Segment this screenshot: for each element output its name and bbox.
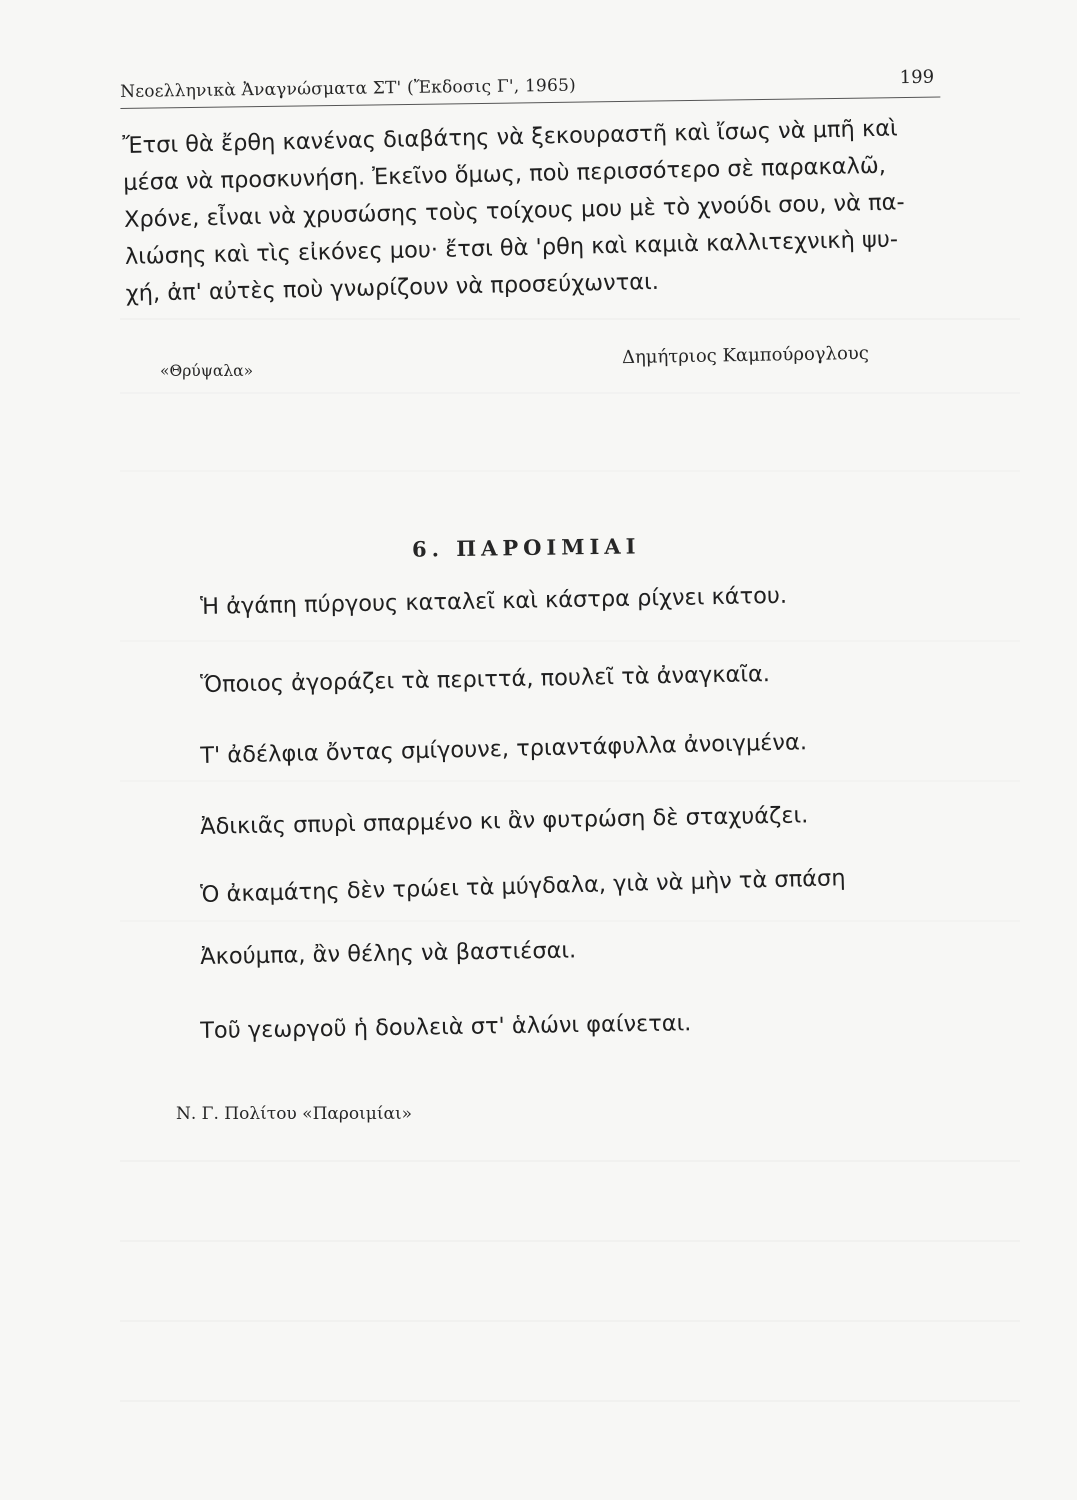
proverb: Ἀκούμπα, ἂν θέλης νὰ βαστιέσαι. bbox=[200, 937, 577, 970]
passage-source: «Θρύψαλα» bbox=[160, 362, 254, 380]
passage-line: μέσα νὰ προσκυνήση. Ἐκεῖνο ὅμως, ποὺ περισσότερο σὲ παρακαλῶ, bbox=[122, 152, 887, 196]
passage-line: Ἔτσι θὰ ἔρθη κανένας διαβάτης νὰ ξεκουραστῆ καὶ ἴσως νὰ μπῆ καὶ bbox=[122, 115, 898, 159]
bleed-through-texture bbox=[120, 1160, 1020, 1162]
passage-line: χή, ἀπ' αὐτὲς ποὺ γνωρίζουν νὰ προσεύχωνται. bbox=[125, 268, 660, 307]
proverb: Τ' ἀδέλφια ὄντας σμίγουνε, τριαντάφυλλα ἀνοιγμένα. bbox=[200, 729, 808, 769]
bleed-through-texture bbox=[120, 1320, 1020, 1322]
bleed-through-texture bbox=[120, 1400, 1020, 1402]
running-header bbox=[120, 67, 940, 109]
proverb: Ὅποιος ἀγοράζει τὰ περιττά, πουλεῖ τὰ ἀναγκαῖα. bbox=[200, 661, 771, 698]
section-title: 6. ΠΑΡΟΙΜΙΑΙ bbox=[411, 533, 641, 562]
proverb: Ἡ ἀγάπη πύργους καταλεῖ καὶ κάστρα ρίχνει κάτου. bbox=[200, 582, 788, 620]
proverb: Ἀδικιᾶς σπυρὶ σπαρμένο κι ἂν φυτρώση δὲ σταχυάζει. bbox=[200, 802, 809, 840]
passage-line: λιώσης καὶ τὶς εἰκόνες μου· ἔτσι θὰ 'ρθη καὶ καμιὰ καλλιτεχνικὴ ψυ- bbox=[124, 226, 899, 270]
page-number: 199 bbox=[899, 66, 935, 89]
bleed-through-texture bbox=[120, 640, 1020, 642]
bleed-through-texture bbox=[120, 780, 1020, 782]
header-title: Νεοελληνικὰ Ἀναγνώσματα ΣΤ' (Ἔκδοσις Γ', 1965) bbox=[120, 75, 577, 102]
proverbs-citation: Ν. Γ. Πολίτου «Παροιμίαι» bbox=[176, 1104, 413, 1124]
proverb: Τοῦ γεωργοῦ ἡ δουλειὰ στ' ἁλώνι φαίνεται. bbox=[200, 1010, 692, 1044]
bleed-through-texture bbox=[120, 318, 1020, 320]
bleed-through-texture bbox=[120, 392, 1020, 394]
passage-line: Χρόνε, εἶναι νὰ χρυσώσης τοὺς τοίχους μου μὲ τὸ χνούδι σου, νὰ πα- bbox=[123, 189, 905, 233]
passage-paragraph bbox=[122, 109, 956, 313]
proverb: Ὁ ἀκαμάτης δὲν τρώει τὰ μύγδαλα, γιὰ νὰ μὴν τὰ σπάση bbox=[200, 865, 846, 908]
bleed-through-texture bbox=[120, 920, 1020, 922]
bleed-through-texture bbox=[120, 1240, 1020, 1242]
bleed-through-texture bbox=[120, 470, 1020, 472]
passage-author: Δημήτριος Καμπούρογλους bbox=[621, 342, 870, 369]
